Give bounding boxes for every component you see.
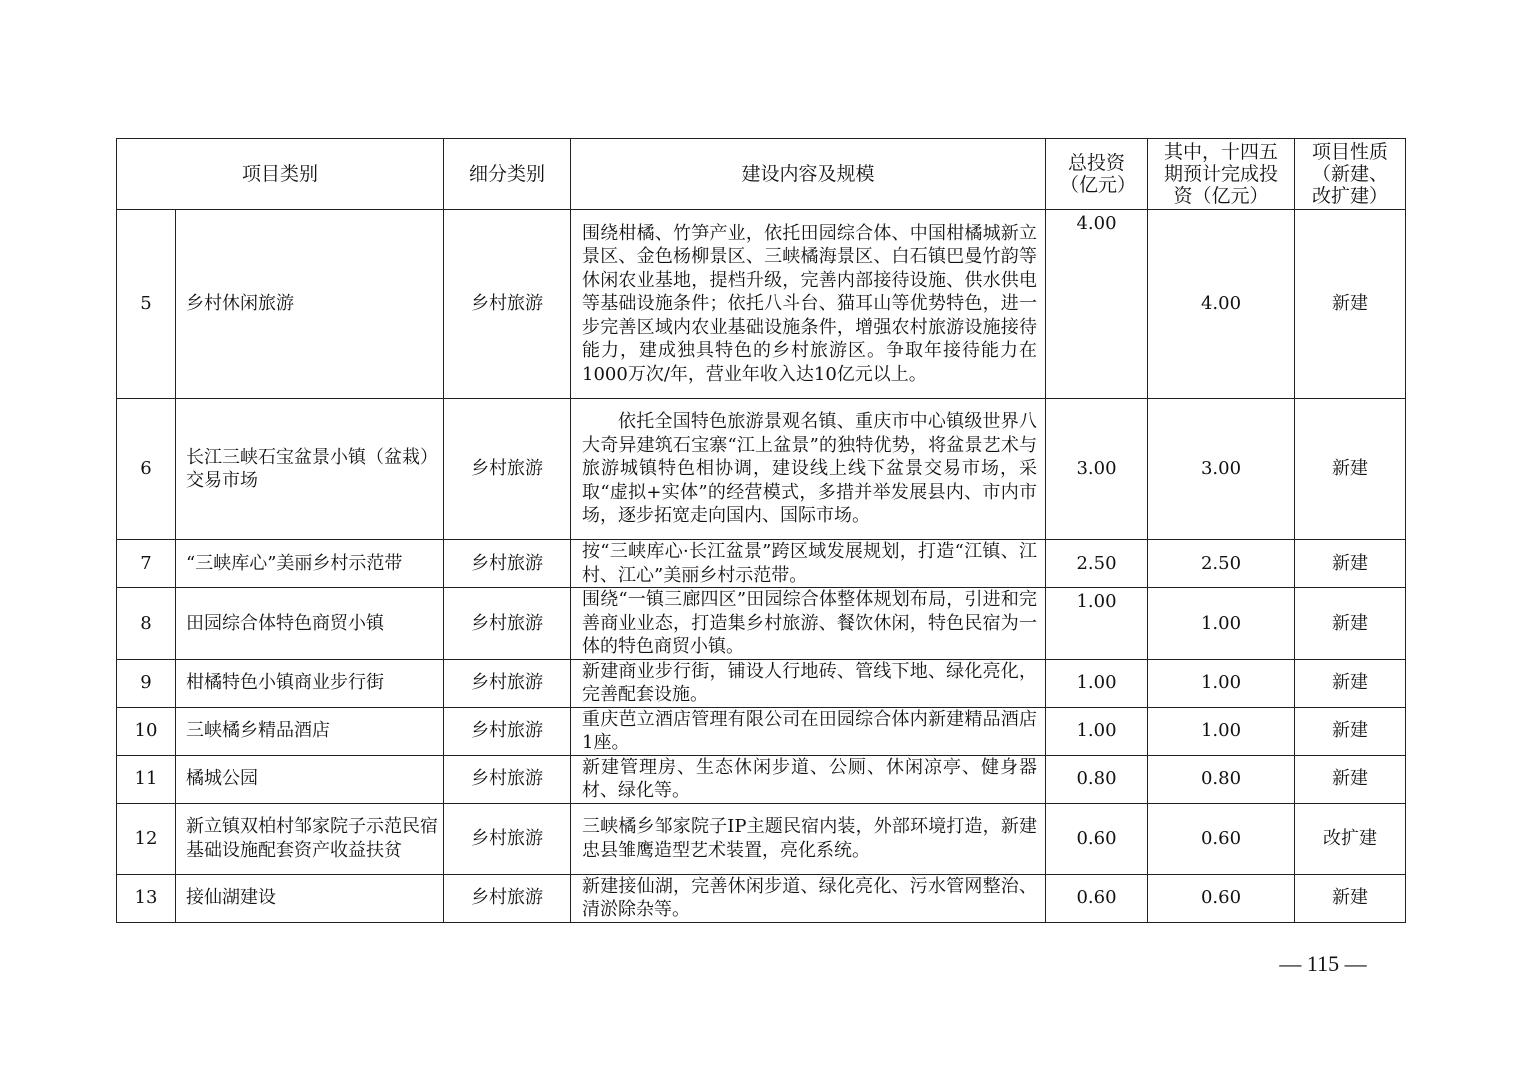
row-number: 8 bbox=[117, 588, 176, 660]
plan-investment: 0.60 bbox=[1148, 874, 1295, 922]
subcategory: 乡村旅游 bbox=[444, 803, 571, 874]
table-row bbox=[117, 399, 1406, 540]
row-number: 9 bbox=[117, 659, 176, 707]
table-row bbox=[117, 707, 1406, 755]
content-description: 新建商业步行街，铺设人行地砖、管线下地、绿化亮化，完善配套设施。 bbox=[571, 659, 1046, 707]
total-investment: 0.80 bbox=[1046, 755, 1148, 803]
project-type: 新建 bbox=[1295, 540, 1406, 588]
header-content: 建设内容及规模 bbox=[571, 139, 1046, 210]
total-investment: 3.00 bbox=[1046, 399, 1148, 540]
project-name: 乡村休闲旅游 bbox=[176, 210, 444, 399]
total-investment: 4.00 bbox=[1046, 210, 1148, 399]
content-description: 按“三峡库心·长江盆景”跨区域发展规划，打造“江镇、江村、江心”美丽乡村示范带。 bbox=[571, 540, 1046, 588]
header-plan-investment: 其中，十四五期预计完成投资（亿元） bbox=[1148, 139, 1295, 210]
header-subcategory: 细分类别 bbox=[444, 139, 571, 210]
total-investment: 1.00 bbox=[1046, 659, 1148, 707]
total-investment: 0.60 bbox=[1046, 803, 1148, 874]
row-number: 10 bbox=[117, 707, 176, 755]
row-number: 5 bbox=[117, 210, 176, 399]
row-number: 13 bbox=[117, 874, 176, 922]
content-description: 新建管理房、生态休闲步道、公厕、休闲凉亭、健身器材、绿化等。 bbox=[571, 755, 1046, 803]
total-investment: 2.50 bbox=[1046, 540, 1148, 588]
project-name: 田园综合体特色商贸小镇 bbox=[176, 588, 444, 660]
table-row bbox=[117, 659, 1406, 707]
subcategory: 乡村旅游 bbox=[444, 707, 571, 755]
subcategory: 乡村旅游 bbox=[444, 540, 571, 588]
project-type: 新建 bbox=[1295, 707, 1406, 755]
subcategory: 乡村旅游 bbox=[444, 874, 571, 922]
header-total-investment: 总投资（亿元） bbox=[1046, 139, 1148, 210]
total-investment: 1.00 bbox=[1046, 588, 1148, 660]
subcategory: 乡村旅游 bbox=[444, 755, 571, 803]
plan-investment: 4.00 bbox=[1148, 210, 1295, 399]
project-name: “三峡库心”美丽乡村示范带 bbox=[176, 540, 444, 588]
subcategory: 乡村旅游 bbox=[444, 659, 571, 707]
table-row bbox=[117, 210, 1406, 399]
content-description: 围绕“一镇三廊四区”田园综合体整体规划布局，引进和完善商业业态，打造集乡村旅游、餐饮休闲，特色民宿为一体的特色商贸小镇。 bbox=[571, 588, 1046, 660]
project-type: 新建 bbox=[1295, 588, 1406, 660]
content-description: 新建接仙湖，完善休闲步道、绿化亮化、污水管网整治、清淤除杂等。 bbox=[571, 874, 1046, 922]
table-row bbox=[117, 540, 1406, 588]
plan-investment: 1.00 bbox=[1148, 659, 1295, 707]
total-investment: 0.60 bbox=[1046, 874, 1148, 922]
content-description: 三峡橘乡邹家院子IP主题民宿内装，外部环境打造，新建忠县雏鹰造型艺术装置，亮化系统。 bbox=[571, 803, 1046, 874]
header-project-type: 项目性质（新建、改扩建） bbox=[1295, 139, 1406, 210]
project-table bbox=[116, 138, 1406, 923]
row-number: 12 bbox=[117, 803, 176, 874]
plan-investment: 1.00 bbox=[1148, 588, 1295, 660]
project-table-container bbox=[116, 138, 1405, 923]
header-category: 项目类别 bbox=[117, 139, 444, 210]
row-number: 11 bbox=[117, 755, 176, 803]
project-name: 柑橘特色小镇商业步行街 bbox=[176, 659, 444, 707]
content-description: 依托全国特色旅游景观名镇、重庆市中心镇级世界八大奇异建筑石宝寨“江上盆景”的独特优势，将盆景艺术与旅游城镇特色相协调，建设线上线下盆景交易市场，采取“虚拟+实体”的经营模式，多措并举发展县内、市内市场，逐步拓宽走向国内、国际市场。 bbox=[571, 399, 1046, 540]
project-type: 新建 bbox=[1295, 874, 1406, 922]
project-type: 新建 bbox=[1295, 210, 1406, 399]
project-name: 长江三峡石宝盆景小镇（盆栽）交易市场 bbox=[176, 399, 444, 540]
table-row bbox=[117, 874, 1406, 922]
plan-investment: 0.80 bbox=[1148, 755, 1295, 803]
row-number: 7 bbox=[117, 540, 176, 588]
plan-investment: 1.00 bbox=[1148, 707, 1295, 755]
plan-investment: 2.50 bbox=[1148, 540, 1295, 588]
project-name: 橘城公园 bbox=[176, 755, 444, 803]
project-type: 新建 bbox=[1295, 659, 1406, 707]
subcategory: 乡村旅游 bbox=[444, 399, 571, 540]
plan-investment: 3.00 bbox=[1148, 399, 1295, 540]
header-row bbox=[117, 139, 1406, 210]
project-name: 接仙湖建设 bbox=[176, 874, 444, 922]
row-number: 6 bbox=[117, 399, 176, 540]
content-description: 围绕柑橘、竹笋产业，依托田园综合体、中国柑橘城新立景区、金色杨柳景区、三峡橘海景区、白石镇巴曼竹韵等休闲农业基地，提档升级，完善内部接待设施、供水供电等基础设施条件；依托八斗台、猫耳山等优势特色，进一步完善区域内农业基础设施条件，增强农村旅游设施接待能力，建成独具特色的乡村旅游区。争取年接待能力在1000万次/年，营业年收入达10亿元以上。 bbox=[571, 210, 1046, 399]
page-number: — 115 — bbox=[1279, 951, 1367, 976]
subcategory: 乡村旅游 bbox=[444, 588, 571, 660]
table-row bbox=[117, 803, 1406, 874]
subcategory: 乡村旅游 bbox=[444, 210, 571, 399]
project-name: 新立镇双柏村邹家院子示范民宿基础设施配套资产收益扶贫 bbox=[176, 803, 444, 874]
project-type: 改扩建 bbox=[1295, 803, 1406, 874]
total-investment: 1.00 bbox=[1046, 707, 1148, 755]
table-row bbox=[117, 755, 1406, 803]
project-type: 新建 bbox=[1295, 399, 1406, 540]
plan-investment: 0.60 bbox=[1148, 803, 1295, 874]
project-type: 新建 bbox=[1295, 755, 1406, 803]
table-row bbox=[117, 588, 1406, 660]
project-name: 三峡橘乡精品酒店 bbox=[176, 707, 444, 755]
content-description: 重庆芭立酒店管理有限公司在田园综合体内新建精品酒店1座。 bbox=[571, 707, 1046, 755]
